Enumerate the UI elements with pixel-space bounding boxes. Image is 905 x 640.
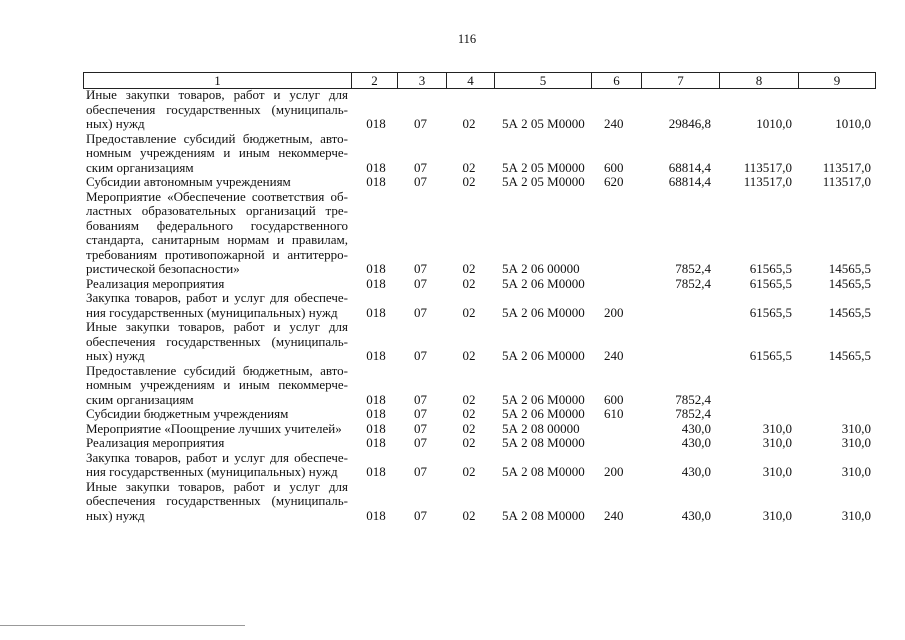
cell-col-8: 310,0 xyxy=(762,435,792,450)
cell-col-4: 02 xyxy=(462,275,476,291)
cell-col-8: 61565,5 xyxy=(749,348,792,363)
table-row xyxy=(86,88,873,132)
cell-col-7: 430,0 xyxy=(681,435,711,450)
cell-col-8: 113517,0 xyxy=(743,174,792,189)
cell-col-2: 018 xyxy=(366,406,386,421)
cell-col-5: 5А 2 08 М0000 xyxy=(502,464,585,479)
cell-col-8: 61565,5 xyxy=(749,304,792,320)
cell-col-6 xyxy=(590,277,640,292)
cell-col-4: 02 xyxy=(462,159,476,175)
cell-col-5: 5А 2 06 М0000 xyxy=(502,406,585,421)
cell-col-2: 018 xyxy=(366,420,386,436)
cell-col-7: 430,0 xyxy=(681,464,711,479)
cell-col-7: 430,0 xyxy=(681,507,711,523)
row-name-line: обеспечения государственных (муниципаль- xyxy=(86,493,348,508)
cell-col-7: 68814,4 xyxy=(668,174,711,189)
row-name-line: номным учреждениям и иным пекоммерче- xyxy=(86,377,348,392)
cell-col-7: 7852,4 xyxy=(675,406,711,421)
row-name xyxy=(86,190,348,277)
cell-col-9: 14565,5 xyxy=(828,348,871,363)
cell-col-5: 5А 2 06 М0000 xyxy=(502,275,585,291)
cell-col-7: 7852,4 xyxy=(675,261,711,276)
row-name-line: обеспечения государственных (муниципаль- xyxy=(86,101,348,117)
cell-col-5: 5А 2 05 М0000 xyxy=(502,116,585,131)
cell-col-9: 310,0 xyxy=(841,464,871,479)
cell-col-3: 07 xyxy=(414,174,427,189)
cell-col-7 xyxy=(640,306,718,321)
cell-col-3: 07 xyxy=(414,348,427,363)
cell-col-7: 7852,4 xyxy=(675,391,711,407)
table-row xyxy=(86,436,873,451)
header-cell-5: 5 xyxy=(494,73,591,88)
cell-col-9: 113517,0 xyxy=(822,159,871,175)
table-row xyxy=(86,364,873,408)
cell-col-7 xyxy=(640,349,718,364)
row-name xyxy=(86,451,348,480)
row-name-line: Иные закупки товаров, работ и услуг для xyxy=(86,87,348,102)
row-name-line: ных) нужд xyxy=(86,348,145,363)
cell-col-8: 310,0 xyxy=(762,420,792,436)
cell-col-9: 310,0 xyxy=(841,435,871,450)
row-name xyxy=(86,407,348,422)
row-name-line: ским организациям xyxy=(86,391,194,407)
row-name-line: ных) нужд xyxy=(86,507,145,523)
row-name-line: Предоставление субсидий бюджетным, авто- xyxy=(86,362,348,378)
row-name-line: Предоставление субсидий бюджетным, авто- xyxy=(86,130,348,146)
cell-col-3: 07 xyxy=(414,507,427,523)
row-name-line: Закупка товаров, работ и услуг для обеспече- xyxy=(86,449,348,465)
row-name xyxy=(86,132,348,176)
row-name xyxy=(86,88,348,132)
row-name-line: Реализация мероприятия xyxy=(86,275,225,291)
cell-col-8: 310,0 xyxy=(762,507,792,523)
row-name-line: номным учреждениям и иным некоммерче- xyxy=(86,145,348,160)
cell-col-4: 02 xyxy=(462,464,476,479)
cell-col-2: 018 xyxy=(366,116,386,131)
cell-col-3: 07 xyxy=(414,304,427,320)
cell-col-7: 7852,4 xyxy=(675,275,711,291)
header-cell-7: 7 xyxy=(641,73,719,88)
cell-col-9: 310,0 xyxy=(841,420,871,436)
cell-col-6 xyxy=(590,436,640,451)
cell-col-4: 02 xyxy=(462,420,476,436)
cell-col-5: 5А 2 06 М0000 xyxy=(502,391,585,407)
cell-col-2: 018 xyxy=(366,391,386,407)
cell-col-5: 5А 2 06 М0000 xyxy=(502,348,585,363)
cell-col-9 xyxy=(797,407,873,422)
cell-col-5: 5А 2 08 00000 xyxy=(502,420,580,436)
cell-col-6: 200 xyxy=(604,304,624,320)
row-name-line: Иные закупки товаров, работ и услуг для xyxy=(86,478,348,494)
cell-col-9: 310,0 xyxy=(841,507,871,523)
cell-col-3: 07 xyxy=(414,275,427,291)
cell-col-4: 02 xyxy=(462,116,476,131)
table-row xyxy=(86,422,873,437)
cell-col-5: 5А 2 08 М0000 xyxy=(502,507,585,523)
cell-col-8 xyxy=(718,393,797,408)
cell-col-8 xyxy=(718,407,797,422)
cell-col-3: 07 xyxy=(414,159,427,175)
scan-artifact-line xyxy=(0,625,245,626)
cell-col-4: 02 xyxy=(462,435,476,450)
row-name xyxy=(86,291,348,320)
row-name xyxy=(86,175,348,190)
cell-col-2: 018 xyxy=(366,348,386,363)
cell-col-4: 02 xyxy=(462,406,476,421)
cell-col-6: 600 xyxy=(604,159,624,175)
cell-col-4: 02 xyxy=(462,174,476,189)
row-name xyxy=(86,320,348,364)
cell-col-6: 240 xyxy=(604,116,624,131)
row-name xyxy=(86,480,348,524)
cell-col-6 xyxy=(590,262,640,277)
cell-col-9 xyxy=(797,393,873,408)
row-name-line: Мероприятие «Поощрение лучших учителей» xyxy=(86,420,342,436)
cell-col-6: 610 xyxy=(604,406,624,421)
header-cell-4: 4 xyxy=(446,73,494,88)
cell-col-3: 07 xyxy=(414,420,427,436)
header-cell-2: 2 xyxy=(351,73,397,88)
row-name-line: Закупка товаров, работ и услуг для обеспече- xyxy=(86,290,348,305)
row-name-line: обеспечения государственных (муниципаль- xyxy=(86,333,348,349)
cell-col-4: 02 xyxy=(462,261,476,276)
row-name-line: ных) нужд xyxy=(86,116,145,131)
cell-col-5: 5А 2 05 М0000 xyxy=(502,159,585,175)
row-name-line: ния государственных (муниципальных) нужд xyxy=(86,464,338,479)
cell-col-2: 018 xyxy=(366,435,386,450)
cell-col-9: 14565,5 xyxy=(828,304,871,320)
row-name-line: Иные закупки товаров, работ и услуг для xyxy=(86,319,348,334)
cell-col-8: 1010,0 xyxy=(756,116,792,131)
cell-col-6 xyxy=(590,422,640,437)
cell-col-6: 200 xyxy=(604,464,624,479)
table-row xyxy=(86,175,873,190)
table-row xyxy=(86,407,873,422)
cell-col-2: 018 xyxy=(366,304,386,320)
row-name-line: требованиям противопожарной и антитерро- xyxy=(86,246,348,262)
row-name xyxy=(86,436,348,451)
cell-col-5: 5А 2 08 М0000 xyxy=(502,435,585,450)
row-name-line: ристической безопасности» xyxy=(86,261,240,276)
cell-col-3: 07 xyxy=(414,435,427,450)
table-row xyxy=(86,190,873,277)
table-row xyxy=(86,320,873,364)
cell-col-3: 07 xyxy=(414,464,427,479)
table-row xyxy=(86,480,873,524)
table-row xyxy=(86,291,873,320)
cell-col-6: 600 xyxy=(604,391,624,407)
cell-col-6: 240 xyxy=(604,348,624,363)
cell-col-3: 07 xyxy=(414,406,427,421)
header-cell-1: 1 xyxy=(214,73,221,88)
cell-col-9: 1010,0 xyxy=(835,116,871,131)
table-body xyxy=(86,88,873,523)
header-cell-6: 6 xyxy=(591,73,641,88)
header-cell-8: 8 xyxy=(719,73,798,88)
row-name-line: ния государственных (муниципальных) нужд xyxy=(86,304,338,320)
cell-col-7: 68814,4 xyxy=(668,159,711,175)
row-name xyxy=(86,422,348,437)
table-row xyxy=(86,451,873,480)
cell-col-8: 61565,5 xyxy=(749,261,792,276)
header-cell-9: 9 xyxy=(798,73,875,88)
cell-col-6: 240 xyxy=(604,507,624,523)
cell-col-7: 29846,8 xyxy=(668,116,711,131)
cell-col-3: 07 xyxy=(414,391,427,407)
cell-col-5: 5А 2 06 00000 xyxy=(502,261,580,276)
cell-col-4: 02 xyxy=(462,391,476,407)
row-name-line: бованиям федерального государственного xyxy=(86,217,348,233)
cell-col-2: 018 xyxy=(366,159,386,175)
cell-col-5: 5А 2 05 М0000 xyxy=(502,174,585,189)
cell-col-6: 620 xyxy=(604,174,624,189)
cell-col-8: 113517,0 xyxy=(743,159,792,175)
cell-col-9: 113517,0 xyxy=(822,174,871,189)
cell-col-9: 14565,5 xyxy=(828,275,871,291)
header-cell-3: 3 xyxy=(397,73,446,88)
cell-col-8: 61565,5 xyxy=(749,275,792,291)
cell-col-4: 02 xyxy=(462,304,476,320)
row-name-line: Реализация мероприятия xyxy=(86,435,225,450)
cell-col-8: 310,0 xyxy=(762,464,792,479)
cell-col-7: 430,0 xyxy=(681,420,711,436)
row-name xyxy=(86,364,348,408)
cell-col-4: 02 xyxy=(462,348,476,363)
row-name-line: стандарта, санитарным нормам и правилам, xyxy=(86,232,348,247)
row-name-line: Мероприятие «Обеспечение соответствия об- xyxy=(86,188,348,204)
row-name-line: ластных образовательных организаций тре- xyxy=(86,203,348,218)
table-row xyxy=(86,277,873,292)
row-name-line: Субсидии бюджетным учреждениям xyxy=(86,406,289,421)
row-name xyxy=(86,277,348,292)
page-number: 116 xyxy=(457,32,477,46)
row-name-line: ским организациям xyxy=(86,159,194,175)
cell-col-5: 5А 2 06 М0000 xyxy=(502,304,585,320)
cell-col-2: 018 xyxy=(366,275,386,291)
row-name-line: Субсидии автономным учреждениям xyxy=(86,174,291,189)
cell-col-2: 018 xyxy=(366,174,386,189)
cell-col-3: 07 xyxy=(414,261,427,276)
cell-col-2: 018 xyxy=(366,464,386,479)
cell-col-4: 02 xyxy=(462,507,476,523)
table-row xyxy=(86,132,873,176)
cell-col-2: 018 xyxy=(366,507,386,523)
cell-col-3: 07 xyxy=(414,116,427,131)
cell-col-2: 018 xyxy=(366,261,386,276)
cell-col-9: 14565,5 xyxy=(828,261,871,276)
